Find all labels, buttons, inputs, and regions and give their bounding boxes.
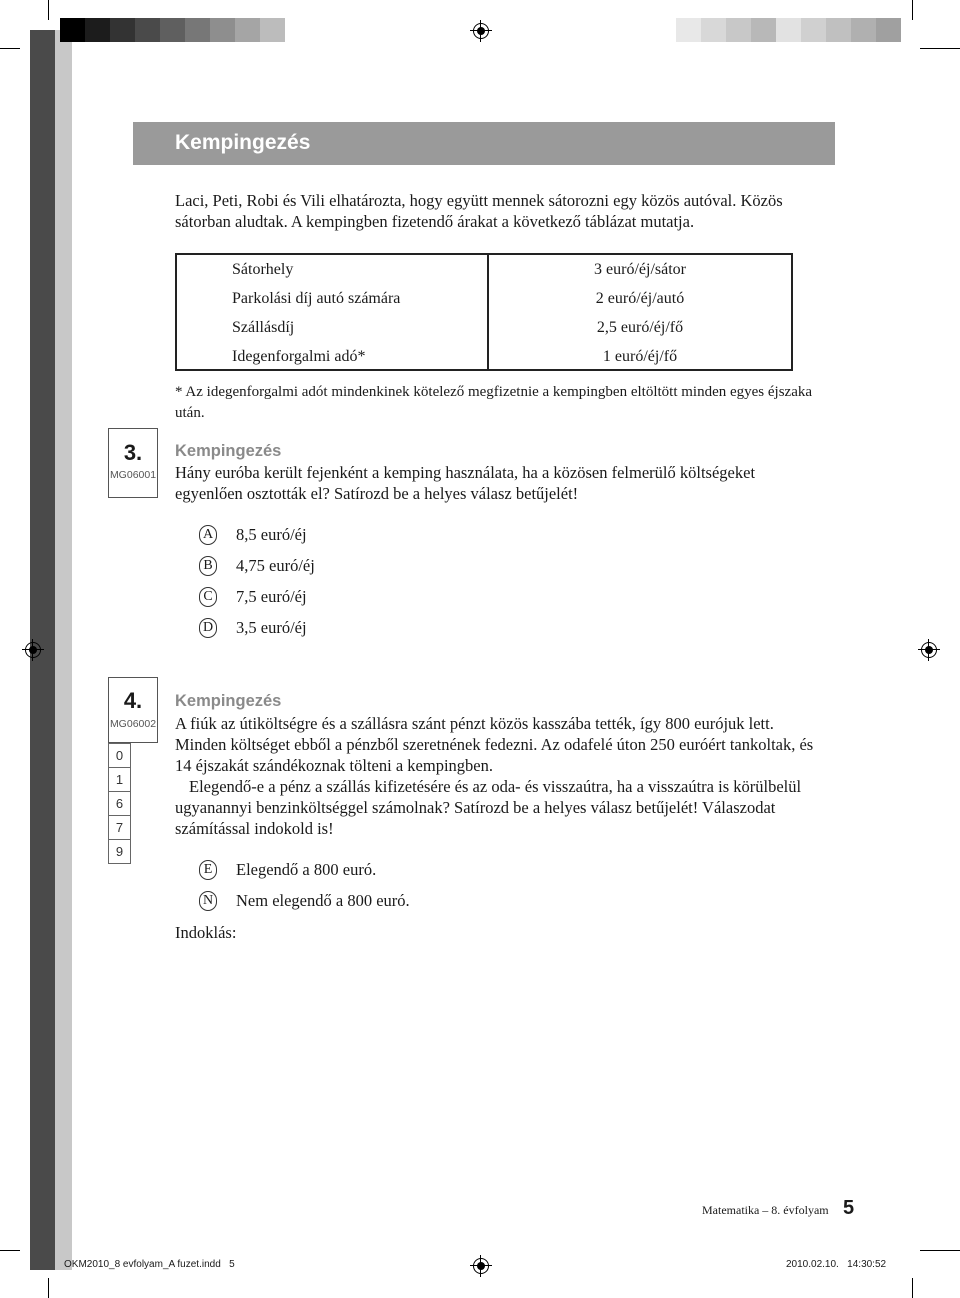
- task-question: Hány euróba került fejenként a kemping használata, ha a közösen felmerülő költségeket egyenlően osztották el? Satírozd be a helyes válasz betűjelét!: [175, 463, 756, 503]
- task-title: Kempingezés: [175, 692, 282, 710]
- answer-text: Elegendő a 800 euró.: [236, 860, 377, 879]
- answer-option-d[interactable]: D: [199, 618, 217, 638]
- price-item: Parkolási díj autó számára: [232, 290, 401, 307]
- crop-mark: [0, 48, 20, 49]
- crop-mark: [48, 1278, 49, 1298]
- task-number: 4.: [123, 688, 143, 713]
- score-code-column: [108, 743, 131, 864]
- crop-mark: [920, 48, 960, 49]
- section-title: Kempingezés: [175, 131, 311, 154]
- task-number: 3.: [123, 440, 143, 465]
- answer-option-b[interactable]: B: [199, 556, 217, 576]
- table-footnote: * Az idegenforgalmi adót mindenkinek kötelező megfizetnie a kempingben eltöltött minden egyes éjszaka után.: [175, 384, 813, 421]
- registration-mark-icon: [25, 642, 41, 658]
- price-table: [175, 253, 793, 371]
- answer-option-n[interactable]: N: [199, 891, 217, 911]
- price-value: 3 euró/éj/sátor: [594, 261, 686, 278]
- reason-label: Indoklás:: [175, 923, 237, 942]
- score-code[interactable]: 0: [109, 744, 130, 768]
- answer-text: 8,5 euró/éj: [236, 525, 307, 544]
- crop-mark: [0, 1250, 20, 1251]
- timestamp-slug: 2010.02.10. 14:30:52: [786, 1259, 887, 1270]
- score-code[interactable]: 9: [115, 844, 124, 859]
- margin-bar-light: [55, 30, 72, 1270]
- task-question: A fiúk az útiköltségre és a szállásra szánt pénzt közös kasszába tették, így 800 eurójuk lett. Minden költséget ebből a pénzből szeretnének fedezni. Az odafelé úton 250 euróért tankoltak, és 14 éjszakát szándékoznak tölteni a kempingben.: [175, 714, 814, 775]
- price-item: Sátorhely: [232, 261, 294, 278]
- score-code[interactable]: 6: [109, 792, 130, 816]
- answer-text: 7,5 euró/éj: [236, 587, 307, 606]
- intro-text: Laci, Peti, Robi és Vili elhatározta, hogy együtt mennek sátorozni egy közös autóval. Közös sátorban aludtak. A kempingben fizetendő árakat a következő táblázat mutatja.: [175, 191, 783, 231]
- task-code: MG06002: [109, 718, 157, 730]
- file-slug: OKM2010_8 evfolyam_A fuzet.indd 5: [64, 1259, 235, 1270]
- score-code[interactable]: 1: [109, 768, 130, 792]
- price-value: 2,5 euró/éj/fő: [596, 319, 684, 336]
- answer-option-c[interactable]: C: [199, 587, 217, 607]
- grey-swatch-strip: [60, 18, 285, 42]
- registration-mark-icon: [921, 642, 937, 658]
- price-item: Idegenforgalmi adó*: [232, 348, 366, 365]
- light-swatch-strip: [676, 18, 901, 42]
- footer-subject: Matematika – 8. évfolyam: [702, 1203, 829, 1217]
- crop-mark: [912, 1278, 913, 1298]
- answer-text: 4,75 euró/éj: [236, 556, 315, 575]
- task-title: Kempingezés: [175, 442, 282, 460]
- crop-mark: [912, 0, 913, 20]
- price-item: Szállásdíj: [232, 319, 295, 336]
- registration-mark-icon: [473, 1258, 489, 1274]
- task-code: MG06001: [109, 469, 157, 481]
- page-number: 5: [843, 1197, 855, 1219]
- task-question: Elegendő-e a pénz a szállás kifizetésére és az oda- és visszaútra, ha a visszaútra is körülbelül ugyanannyi benzinköltséggel számolnak? Satírozd be a helyes válasz betűjelét! Válaszodat számítással indokold is!: [175, 777, 802, 838]
- price-value: 1 euró/éj/fő: [602, 348, 678, 365]
- answer-text: Nem elegendő a 800 euró.: [236, 891, 410, 910]
- crop-mark: [48, 0, 49, 20]
- crop-mark: [920, 1250, 960, 1251]
- score-code[interactable]: 7: [109, 816, 130, 840]
- registration-mark-icon: [473, 23, 489, 39]
- answer-option-e[interactable]: E: [199, 860, 217, 880]
- price-value: 2 euró/éj/autó: [595, 290, 685, 307]
- answer-option-a[interactable]: A: [199, 525, 217, 545]
- answer-text: 3,5 euró/éj: [236, 618, 307, 637]
